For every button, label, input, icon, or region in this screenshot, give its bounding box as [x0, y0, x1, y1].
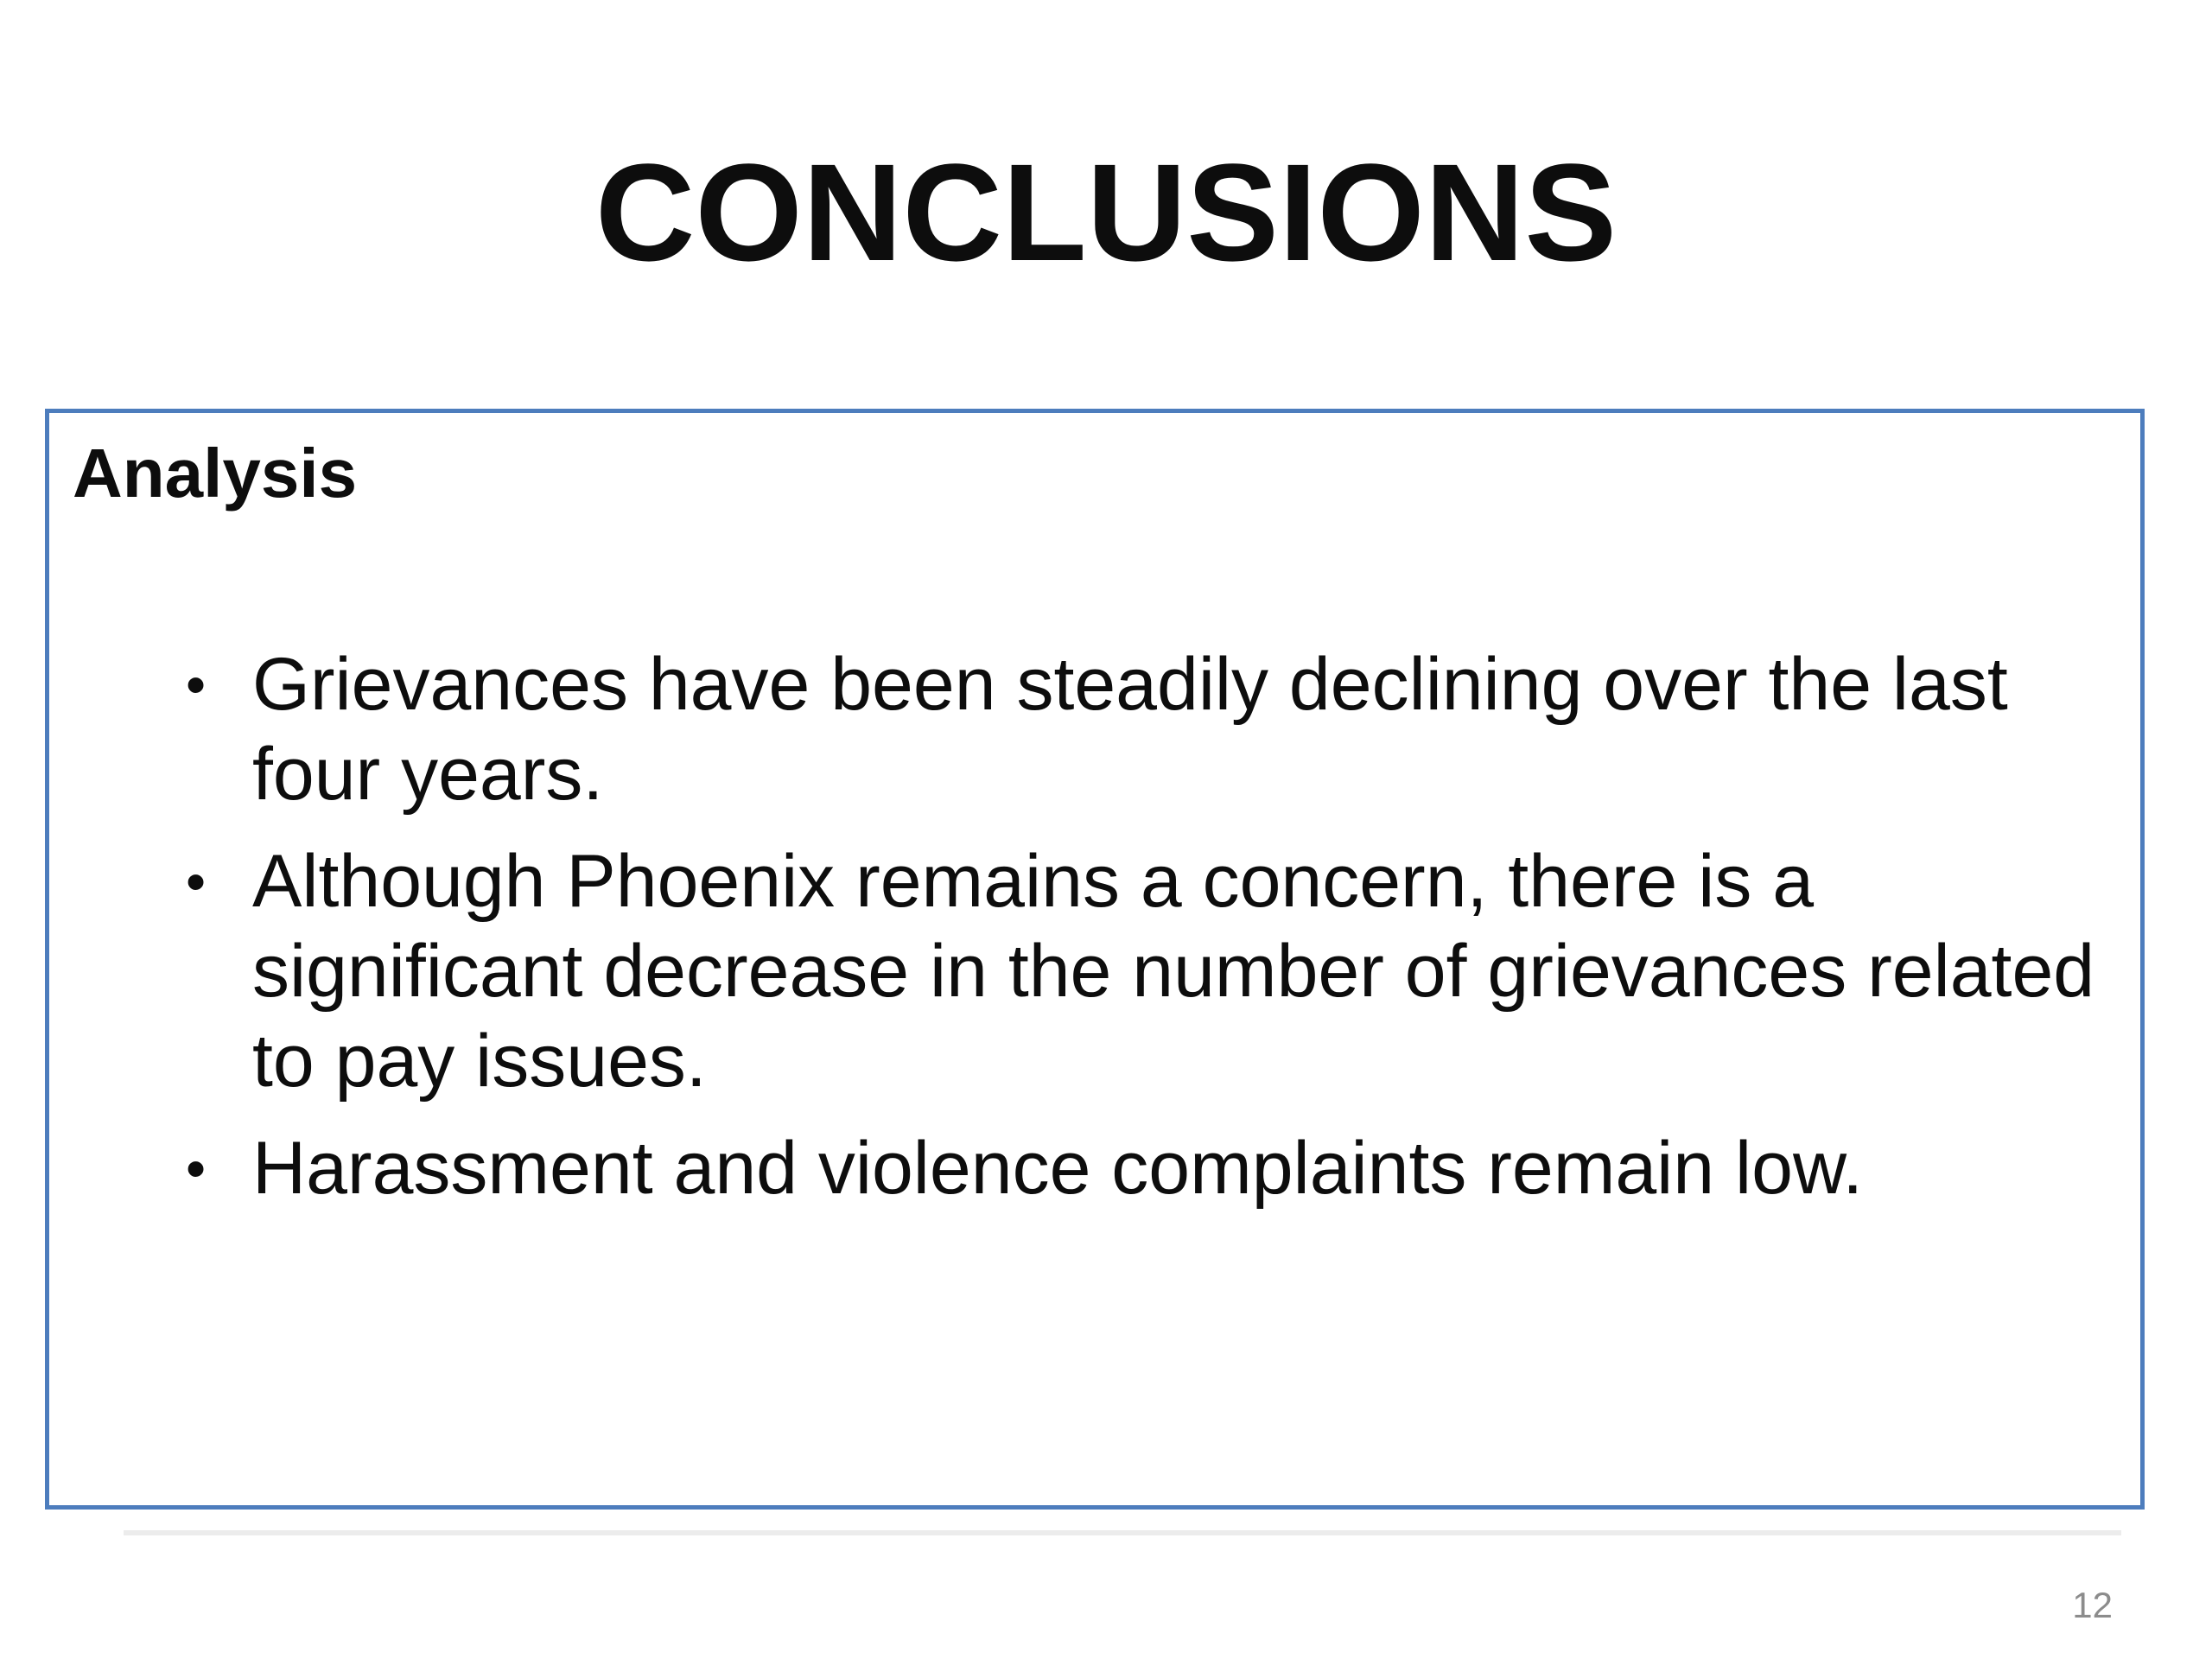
slide-title: CONCLUSIONS — [594, 135, 1618, 289]
conclusion-bullet-grievances-declining — [49, 639, 2149, 819]
bullet-text: Grievances have been steadily declining over the last four years. — [252, 643, 2008, 816]
bullet-icon: • — [186, 1136, 207, 1200]
bullet-icon: • — [186, 849, 207, 913]
bullet-text: Although Phoenix remains a concern, there is a significant decrease in the number of grievances related to pay issues. — [252, 840, 2095, 1103]
bullet-icon: • — [186, 652, 207, 716]
conclusion-bullet-pay-issues — [49, 836, 2149, 1106]
analysis-box — [45, 409, 2145, 1510]
page-number: 12 — [2072, 1585, 2113, 1625]
analysis-heading: Analysis — [73, 435, 358, 512]
conclusion-bullet-harassment-complaints — [49, 1123, 2149, 1213]
bullet-text: Harassment and violence complaints remain low. — [252, 1127, 1864, 1210]
footer-divider — [124, 1530, 2121, 1535]
conclusion-bullet-list — [49, 639, 2149, 1230]
